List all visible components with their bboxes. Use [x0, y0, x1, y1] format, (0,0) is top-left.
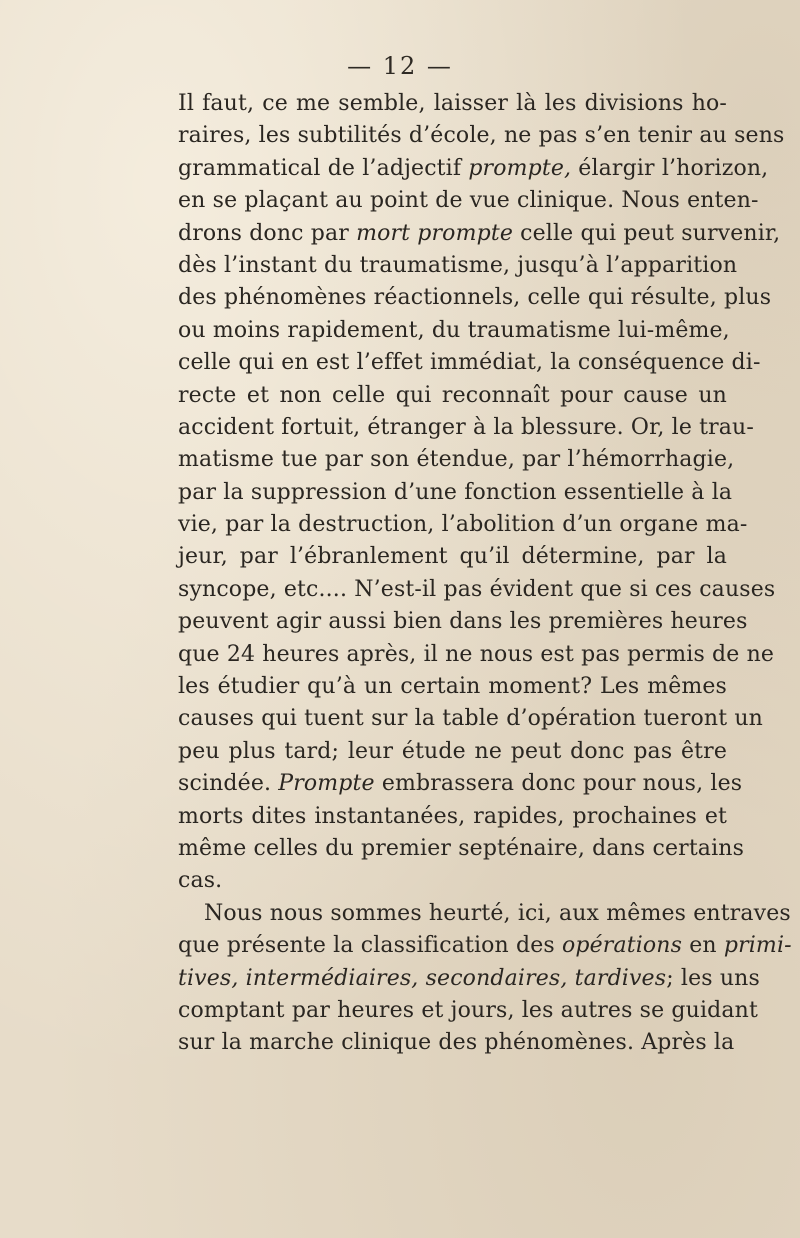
text-line — [178, 995, 758, 1027]
text-line — [178, 477, 733, 509]
text-segment: raires, les subtilités d’école, ne pas s’en tenir au sens — [178, 123, 785, 149]
text-line — [178, 153, 769, 185]
italic-text: prompte, — [468, 155, 572, 181]
italic-text: opérations — [562, 933, 683, 959]
text-line — [178, 865, 727, 897]
text-segment: recte et non celle qui reconnaît pour cause un — [178, 382, 727, 408]
text-line — [178, 282, 772, 314]
italic-text: tives, intermédiaires, secondaires, tardives — [178, 965, 667, 991]
text-line — [178, 963, 760, 995]
text-line — [178, 218, 781, 250]
text-segment: peuvent agir aussi bien dans les premières heures — [178, 609, 748, 635]
text-segment: des phénomènes réactionnels, celle qui résulte, plus — [178, 285, 772, 311]
italic-text: primi- — [723, 933, 792, 959]
paragraph — [178, 898, 792, 1060]
text-segment: accident fortuit, étranger à la blessure. Or, le trau- — [178, 414, 754, 440]
text-line — [178, 639, 775, 671]
text-segment: scindée. — [178, 771, 279, 797]
text-segment: syncope, etc.... N’est-il pas évident que si ces causes — [178, 576, 776, 602]
text-segment: morts dites instantanées, rapides, prochaines et — [178, 803, 727, 829]
text-segment: celle qui peut survenir, — [513, 220, 781, 246]
text-line — [178, 1027, 735, 1059]
text-line — [178, 250, 738, 282]
body-text — [178, 88, 792, 1060]
text-segment: que 24 heures après, il ne nous est pas permis de ne — [178, 641, 775, 667]
text-segment: Nous nous sommes heurté, ici, aux mêmes entraves — [204, 900, 791, 926]
text-line — [178, 703, 763, 735]
text-segment: par la suppression d’une fonction essentielle à la — [178, 479, 733, 505]
text-line — [178, 444, 735, 476]
text-line — [178, 606, 748, 638]
text-segment: celle qui en est l’effet immédiat, la conséquence di- — [178, 350, 761, 376]
text-segment: les étudier qu’à un certain moment? Les mêmes — [178, 674, 727, 700]
text-line — [178, 315, 730, 347]
paragraph — [178, 88, 785, 898]
text-line — [178, 88, 727, 120]
text-line — [178, 768, 743, 800]
text-line — [178, 509, 748, 541]
text-line — [178, 671, 727, 703]
text-line — [178, 412, 754, 444]
text-segment: en — [682, 933, 724, 959]
text-segment: grammatical de l’adjectif — [178, 155, 469, 181]
text-segment: ; les uns — [666, 965, 760, 991]
text-segment: embrassera donc pour nous, les — [374, 771, 743, 797]
text-line — [178, 574, 776, 606]
text-line — [178, 185, 759, 217]
text-segment: en se plaçant au point de vue clinique. Nous enten- — [178, 188, 759, 214]
text-line — [178, 347, 761, 379]
text-line — [178, 801, 727, 833]
text-segment: vie, par la destruction, l’abolition d’un organe ma- — [178, 512, 748, 538]
italic-text: mort prompte — [356, 220, 513, 246]
text-segment: matisme tue par son étendue, par l’hémorrhagie, — [178, 447, 735, 473]
text-segment: jeur, par l’ébranlement qu’il détermine, par la — [178, 544, 727, 570]
text-line — [178, 380, 727, 412]
text-line — [178, 120, 785, 152]
text-segment: même celles du premier septénaire, dans certains — [178, 835, 745, 861]
text-line — [178, 833, 745, 865]
text-line — [178, 541, 727, 573]
text-segment: sur la marche clinique des phénomènes. Après la — [178, 1030, 735, 1056]
text-segment: causes qui tuent sur la table d’opération tueront un — [178, 706, 763, 732]
text-line — [178, 736, 727, 768]
text-segment: comptant par heures et jours, les autres se guidant — [178, 997, 758, 1023]
text-line — [178, 930, 792, 962]
text-segment: élargir l’horizon, — [571, 155, 769, 181]
text-segment: dès l’instant du traumatisme, jusqu’à l’apparition — [178, 252, 738, 278]
text-segment: drons donc par — [178, 220, 357, 246]
text-line — [178, 898, 791, 930]
text-segment: Il faut, ce me semble, laisser là les divisions ho- — [178, 91, 727, 116]
page-number: — 12 — — [347, 52, 453, 80]
text-segment: cas. — [178, 868, 223, 894]
text-segment: peu plus tard; leur étude ne peut donc pas être — [178, 738, 727, 764]
italic-text: Prompte — [278, 771, 375, 797]
text-segment: que présente la classification des — [178, 933, 562, 959]
text-segment: ou moins rapidement, du traumatisme lui-même, — [178, 317, 730, 343]
